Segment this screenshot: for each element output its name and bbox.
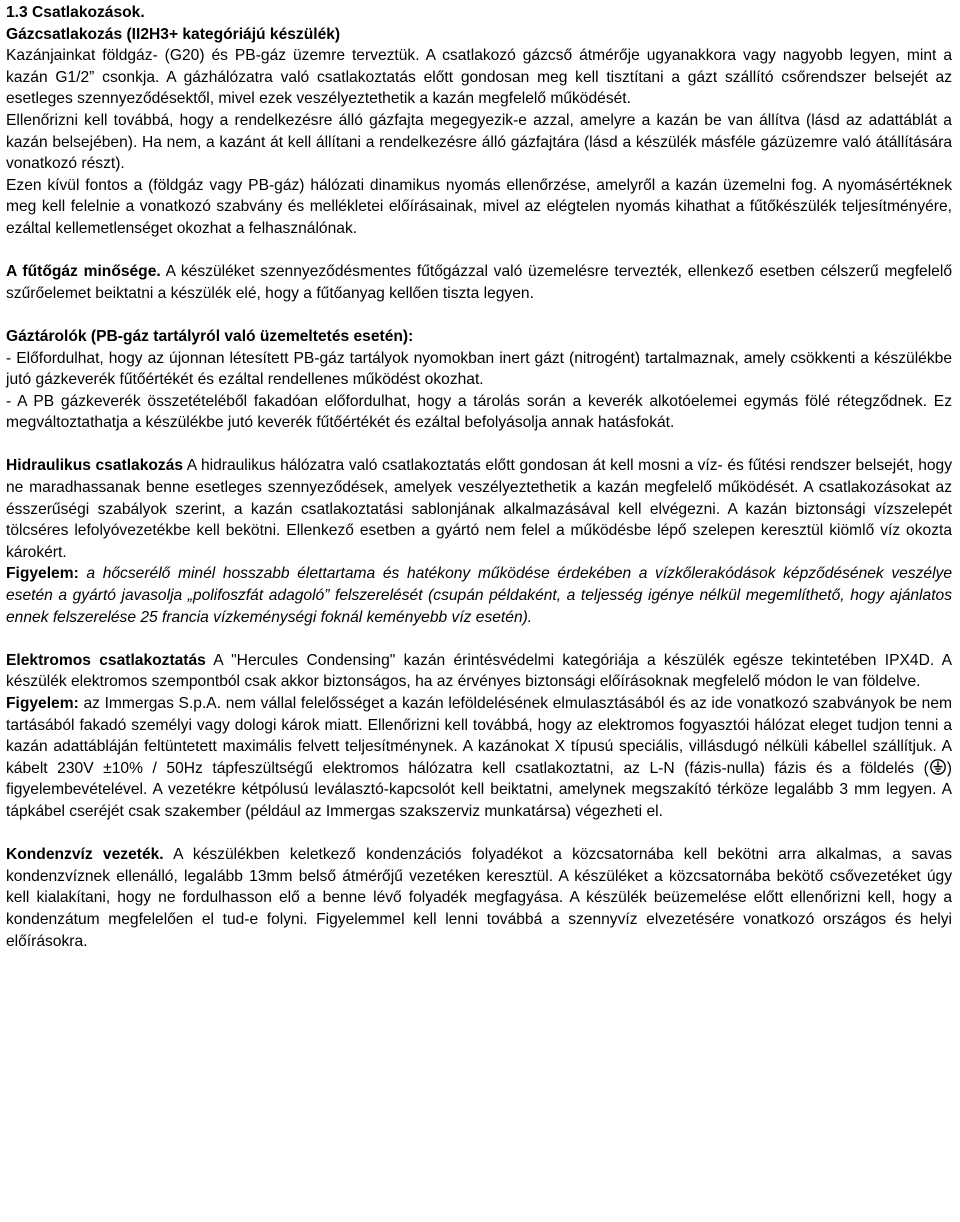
- gas-tanks-item-2: - A PB gázkeverék összetételéből fakadóan előfordulhat, hogy a tárolás során a keverék alkotóelemei egymás fölé rétegződnek. Ez megváltoztathatja a készülékbe jutó keverék fűtőértékét és ezáltal befolyásolja annak hatásfokát.: [6, 392, 952, 432]
- electrical-note-text-before: az Immergas S.p.A. nem vállal felelősséget a kazán leföldelésének elmulasztásából és az ide vonatkozó szabványok be nem tartásából fakadó személyi vagy dologi károk miatt. Ellenőrizni kell továbbá, hogy az elektromos fogyasztói hálózat eleget tudjon tenni a kazán adattábláján feltüntetett maximális felvett teljesítménynek. A kazánokat X típusú speciális, villásdugó nélküli kábellel szállítjuk. A kábelt 230V ±10% / 50Hz tápfeszültségű elektromos hálózatra kell csatlakoztatni, az L-N (fázis-nulla) fázis és a földelés (: [6, 695, 952, 777]
- gas-tanks-heading: Gáztárolók (PB-gáz tartályról való üzemeltetés esetén):: [6, 327, 414, 345]
- hydraulic-note-text: a hőcserélő minél hosszabb élettartama és hatékony működése érdekében a vízkőlerakódások képződésének veszélye esetén a gyártó javasolja „polifoszfát adagoló” felszerelését (csupán példaként, a teljesség igénye nélkül megemlíthető, hogy ajánlatos ennek felszerelése 25 francia vízkeménységi foknál keményebb víz esetén).: [6, 565, 952, 626]
- gas-tanks-item-1: - Előfordulhat, hogy az újonnan létesített PB-gáz tartályok nyomokban inert gázt (nitrogént) tartalmaznak, amely csökkenti a készülékbe jutó gázkeverék fűtőértékét és ezáltal rendellenes működést okozhat.: [6, 349, 952, 389]
- electrical-heading: Elektromos csatlakoztatás: [6, 651, 206, 669]
- electrical-note-text-after: ) figyelembevételével. A vezetékre kétpólusú leválasztó-kapcsolót kell beiktatni, amelynek megszakító térköze legalább 3 mm legyen. A tápkábel cseréjét csak szakember (például az Immergas szakszerviz munkatársa) végezheti el.: [6, 759, 952, 820]
- gas-quality-heading: A fűtőgáz minősége.: [6, 263, 161, 281]
- gas-paragraph-3: Ezen kívül fontos a (földgáz vagy PB-gáz) hálózati dinamikus nyomás ellenőrzése, amelyről a kazán üzemelni fog. A nyomásértéknek meg kell felelnie a vonatkozó szabvány és mellékletei előírásainak, mivel az elégtelen nyomás kihathat a fűtőkészülék teljesítményére, ezáltal kellemetlenséget okozhat a felhasználónak.: [6, 176, 952, 237]
- hydraulic-paragraph: [6, 455, 952, 563]
- gas-quality-text: A készüléket szennyeződésmentes fűtőgázzal való üzemelésre tervezték, ellenkező esetben célszerű megfelelő szűrőelemet beiktatni a készülék elé, hogy a fűtőanyag kellően tiszta legyen.: [6, 263, 952, 302]
- condensate-paragraph: [6, 844, 952, 952]
- electrical-note: [6, 693, 952, 823]
- hydraulic-text: A hidraulikus hálózatra való csatlakoztatás előtt gondosan át kell mosni a víz- és fűtési rendszer belsejét, hogy ne maradhassanak benne esetleges szennyeződések, amelyek veszélyeztethetik a kazán megfelelő működését. A csatlakozásokat az ésszerűségi szabályok szerint, a kazán csatlakoztatási sablonjának alkalmazásával kell elvégezni. A kazán biztonsági vízszelepét tölcséres lefolyóvezetékbe kell bekötni. Ellenkező esetben a gyártó nem felel a működésbe lépő szelepen keresztül kiömlő víz okozta károkért.: [6, 457, 953, 561]
- section-title: 1.3 Csatlakozások.: [6, 4, 145, 21]
- ground-symbol-icon: [930, 759, 946, 775]
- section-subtitle: Gázcsatlakozás (II2H3+ kategóriájú készülék): [6, 25, 341, 43]
- gas-quality-paragraph: [6, 261, 952, 304]
- gas-paragraph-2: Ellenőrizni kell továbbá, hogy a rendelkezésre álló gázfajta megegyezik-e azzal, amelyre a kazán be van állítva (lásd az adattáblát a kazán belsejében). Ha nem, a kazánt át kell állítani a rendelkezésre álló gázfajtára (lásd a készülék másféle gázüzemre való átállítására vonatkozó részt).: [6, 111, 952, 173]
- electrical-paragraph: [6, 650, 952, 693]
- hydraulic-note-label: Figyelem:: [6, 565, 79, 583]
- gas-paragraph-1: Kazánjainkat földgáz- (G20) és PB-gáz üzemre terveztük. A csatlakozó gázcső átmérője ugyanakkora vagy nagyobb legyen, mint a kazán G1/2” csonkja. A gázhálózatra való csatlakoztatás előtt gondosan meg kell tisztítani a gázt szállító csőrendszer belsejét az esetleges szennyeződésektől, mivel ezek veszélyeztethetik a kazán megfelelő működését.: [6, 47, 952, 108]
- condensate-heading: Kondenzvíz vezeték.: [6, 846, 164, 864]
- electrical-note-label: Figyelem:: [6, 695, 79, 712]
- hydraulic-heading: Hidraulikus csatlakozás: [6, 457, 184, 475]
- condensate-text: A készülékben keletkező kondenzációs folyadékot a közcsatornába kell bekötni arra alkalmas, a savas kondenzvíznek ellenálló, legalább 13mm belső átmérőjű vezetéken keresztül. A készüléket a közcsatornába bekötő csővezetéket úgy kell kialakítani, hogy ne fordulhasson elő a benne lévő folyadék megfagyása. A készülék beüzemelése előtt ellenőrizni kell, hogy a kondenzátum megfelelően el tud-e folyni. Figyelemmel kell lenni továbbá a szennyvíz elvezetésére vonatkozó országos és helyi előírásokra.: [6, 846, 952, 950]
- electrical-text: A "Hercules Condensing" kazán érintésvédelmi kategóriája a készülék egésze tekintetében IPX4D. A készülék elektromos szempontból csak akkor biztonságos, ha az érvényes biztonsági előírásoknak megfelelő módon le van földelve.: [6, 651, 953, 691]
- hydraulic-note: [6, 563, 952, 628]
